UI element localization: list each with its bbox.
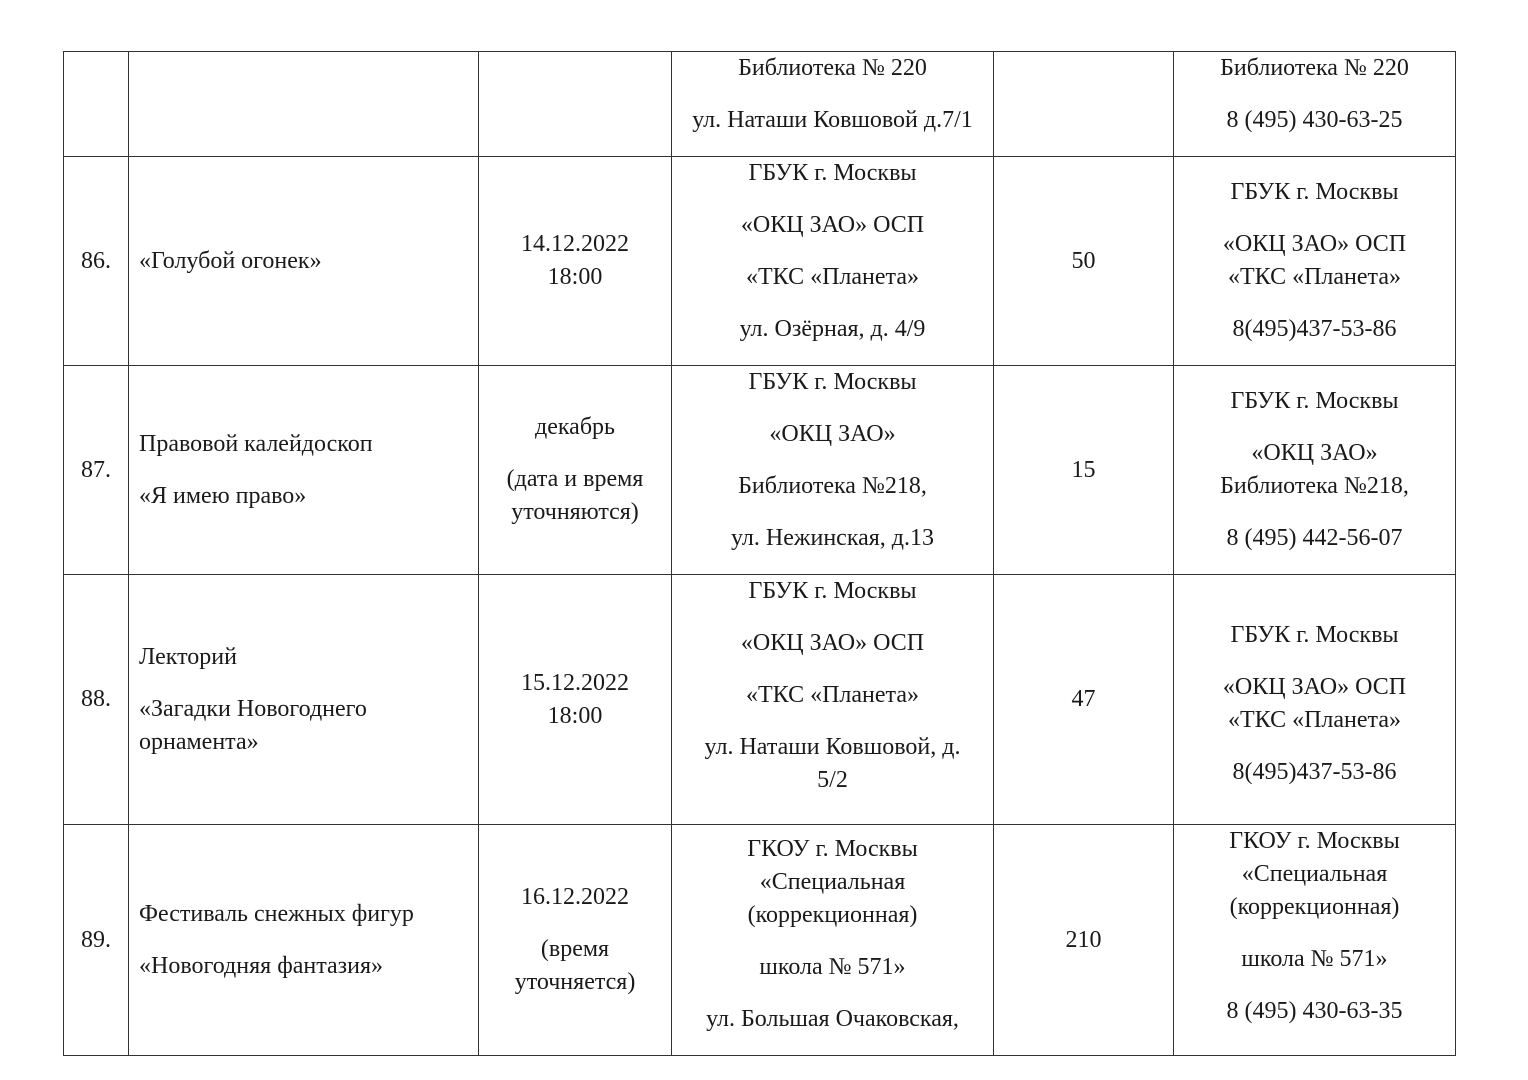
paragraph bbox=[678, 1003, 987, 1036]
event-date-cell bbox=[479, 157, 672, 366]
paragraph bbox=[678, 951, 987, 984]
paragraph bbox=[139, 480, 472, 513]
table-row bbox=[64, 575, 1456, 825]
text-line: 8(495)437-53-86 bbox=[1232, 316, 1397, 342]
text-line: ГКОУ г. Москвы bbox=[747, 836, 918, 862]
paragraph bbox=[678, 522, 987, 555]
text-line: 18:00 bbox=[547, 264, 603, 290]
event-name-cell bbox=[129, 575, 479, 825]
text-line: уточняется) bbox=[514, 969, 636, 995]
text-line: «Специальная bbox=[759, 869, 906, 895]
paragraph bbox=[1180, 437, 1449, 503]
event-name-cell bbox=[129, 52, 479, 157]
paragraph bbox=[1180, 619, 1449, 652]
events-table bbox=[63, 51, 1456, 1056]
participants-count-cell bbox=[994, 52, 1174, 157]
text-line: «ОКЦ ЗАО» ОСП bbox=[740, 212, 925, 238]
text-line: (коррекционная) bbox=[747, 902, 918, 928]
event-place-cell bbox=[672, 157, 994, 366]
paragraph bbox=[678, 366, 987, 399]
text-line: (коррекционная) bbox=[1229, 894, 1400, 920]
paragraph bbox=[485, 463, 665, 529]
row-number-cell: 89. bbox=[64, 825, 129, 1056]
event-place-cell bbox=[672, 366, 994, 575]
text-line: «ТКС «Планета» bbox=[1228, 706, 1401, 733]
paragraph bbox=[678, 679, 987, 712]
paragraph bbox=[678, 104, 987, 137]
paragraph bbox=[678, 627, 987, 660]
paragraph bbox=[139, 245, 472, 278]
text-line: ул. Наташи Ковшовой д.7/1 bbox=[692, 107, 973, 133]
table-row bbox=[64, 825, 1456, 1056]
text-line: ул. Нежинская, д.13 bbox=[730, 525, 935, 551]
text-line: «ОКЦ ЗАО» ОСП bbox=[740, 630, 925, 656]
text-line: ГБУК г. Москвы bbox=[748, 578, 917, 604]
text-line: 5/2 bbox=[817, 767, 848, 793]
text-line: школа № 571» bbox=[759, 954, 906, 980]
paragraph bbox=[1180, 825, 1449, 924]
text-line: 8 (495) 442-56-07 bbox=[1226, 525, 1403, 551]
paragraph bbox=[1180, 104, 1449, 137]
text-line: Правовой калейдоскоп bbox=[139, 430, 373, 457]
text-line: 8(495)437-53-86 bbox=[1232, 758, 1397, 785]
row-number-cell: 86. bbox=[64, 157, 129, 366]
paragraph bbox=[139, 641, 472, 674]
text-line: «ОКЦ ЗАО» bbox=[769, 421, 896, 447]
paragraph bbox=[678, 261, 987, 294]
text-line: ГБУК г. Москвы bbox=[1230, 179, 1399, 205]
text-line: 8 (495) 430-63-25 bbox=[1226, 107, 1403, 133]
paragraph bbox=[1180, 385, 1449, 418]
text-line: «ТКС «Планета» bbox=[1228, 264, 1401, 290]
paragraph bbox=[485, 933, 665, 999]
paragraph bbox=[678, 157, 987, 190]
paragraph bbox=[678, 470, 987, 503]
text-line: 16.12.2022 bbox=[521, 884, 629, 910]
paragraph bbox=[678, 575, 987, 608]
participants-count-cell: 47 bbox=[994, 575, 1174, 825]
paragraph bbox=[485, 881, 665, 914]
text-line: Библиотека №218, bbox=[738, 473, 927, 499]
paragraph bbox=[1180, 522, 1449, 555]
text-line: ГБУК г. Москвы bbox=[1230, 621, 1399, 648]
paragraph bbox=[485, 667, 665, 733]
text-line: Лекторий bbox=[139, 643, 237, 670]
text-line: ул. Большая Очаковская, bbox=[706, 1006, 959, 1032]
text-line: «Голубой огонек» bbox=[139, 247, 322, 274]
paragraph bbox=[1180, 228, 1449, 294]
participants-count-cell: 15 bbox=[994, 366, 1174, 575]
text-line: Библиотека № 220 bbox=[1220, 55, 1409, 81]
paragraph bbox=[1180, 943, 1449, 976]
text-line: ГБУК г. Москвы bbox=[748, 160, 917, 186]
contact-cell bbox=[1174, 825, 1456, 1056]
paragraph bbox=[1180, 52, 1449, 85]
participants-count-cell: 50 bbox=[994, 157, 1174, 366]
event-place-cell bbox=[672, 825, 994, 1056]
text-line: Библиотека №218, bbox=[1220, 473, 1409, 499]
text-line: «ОКЦ ЗАО» ОСП bbox=[1222, 231, 1407, 257]
paragraph bbox=[1180, 995, 1449, 1028]
text-line: «ТКС «Планета» bbox=[746, 264, 919, 290]
paragraph bbox=[139, 950, 472, 983]
table-row bbox=[64, 157, 1456, 366]
text-line: (дата и время bbox=[506, 466, 644, 492]
row-number-cell: 88. bbox=[64, 575, 129, 825]
event-date-cell bbox=[479, 575, 672, 825]
text-line: 14.12.2022 bbox=[521, 231, 629, 257]
row-number-cell bbox=[64, 52, 129, 157]
contact-cell bbox=[1174, 575, 1456, 825]
event-place-cell bbox=[672, 52, 994, 157]
event-place-cell bbox=[672, 575, 994, 825]
paragraph bbox=[1180, 313, 1449, 346]
text-line: (время bbox=[540, 936, 610, 962]
event-name-cell bbox=[129, 825, 479, 1056]
text-line: 8 (495) 430-63-35 bbox=[1226, 998, 1403, 1024]
text-line: «Новогодняя фантазия» bbox=[139, 952, 384, 979]
paragraph bbox=[678, 418, 987, 451]
paragraph bbox=[139, 898, 472, 931]
paragraph bbox=[678, 833, 987, 932]
text-line: ул. Наташи Ковшовой, д. bbox=[704, 734, 961, 760]
event-date-cell bbox=[479, 366, 672, 575]
text-line: ГКОУ г. Москвы bbox=[1229, 828, 1400, 854]
paragraph bbox=[678, 731, 987, 797]
text-line: «Загадки Новогоднего bbox=[139, 695, 367, 722]
table-row bbox=[64, 52, 1456, 157]
paragraph bbox=[485, 411, 665, 444]
paragraph bbox=[1180, 756, 1449, 789]
text-line: Библиотека № 220 bbox=[738, 55, 927, 81]
text-line: Фестиваль снежных фигур bbox=[139, 900, 414, 927]
paragraph bbox=[1180, 176, 1449, 209]
contact-cell bbox=[1174, 157, 1456, 366]
text-line: ГБУК г. Москвы bbox=[748, 369, 917, 395]
text-line: 15.12.2022 bbox=[521, 669, 629, 696]
paragraph bbox=[485, 228, 665, 294]
paragraph bbox=[678, 313, 987, 346]
paragraph bbox=[139, 428, 472, 461]
text-line: «ОКЦ ЗАО» ОСП bbox=[1222, 673, 1407, 700]
text-line: «Я имею право» bbox=[139, 482, 307, 509]
paragraph bbox=[139, 693, 472, 759]
text-line: «Специальная bbox=[1241, 861, 1388, 887]
contact-cell bbox=[1174, 52, 1456, 157]
text-line: уточняются) bbox=[511, 499, 639, 525]
event-date-cell bbox=[479, 825, 672, 1056]
contact-cell bbox=[1174, 366, 1456, 575]
text-line: декабрь bbox=[535, 414, 615, 440]
text-line: 18:00 bbox=[547, 702, 603, 729]
participants-count-cell: 210 bbox=[994, 825, 1174, 1056]
text-line: орнамента» bbox=[139, 728, 259, 755]
event-date-cell bbox=[479, 52, 672, 157]
text-line: «ОКЦ ЗАО» bbox=[1251, 440, 1378, 466]
text-line: ул. Озёрная, д. 4/9 bbox=[739, 316, 926, 342]
text-line: школа № 571» bbox=[1241, 946, 1388, 972]
paragraph bbox=[678, 209, 987, 242]
event-name-cell bbox=[129, 157, 479, 366]
paragraph bbox=[678, 52, 987, 85]
events-table-body bbox=[64, 52, 1456, 1056]
row-number-cell: 87. bbox=[64, 366, 129, 575]
paragraph bbox=[1180, 671, 1449, 737]
table-row bbox=[64, 366, 1456, 575]
text-line: ГБУК г. Москвы bbox=[1230, 388, 1399, 414]
text-line: «ТКС «Планета» bbox=[746, 682, 919, 708]
event-name-cell bbox=[129, 366, 479, 575]
